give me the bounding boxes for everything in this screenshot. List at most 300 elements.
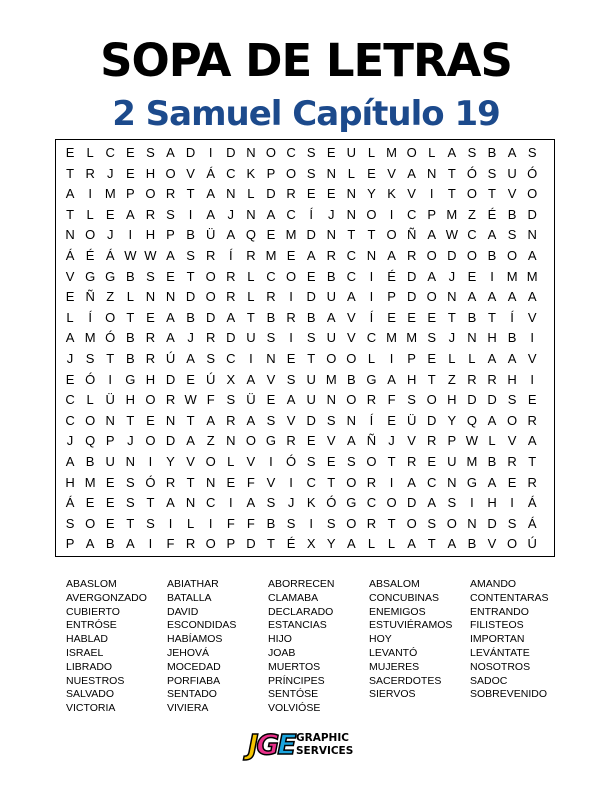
grid-cell[interactable]: H [487, 495, 497, 511]
grid-cell[interactable]: T [246, 309, 255, 325]
grid-cell[interactable]: L [488, 433, 496, 449]
grid-cell[interactable]: Ú [165, 350, 176, 366]
grid-cell[interactable]: É [387, 268, 396, 284]
grid-cell[interactable]: E [146, 412, 155, 428]
grid-cell[interactable]: E [65, 289, 75, 305]
grid-cell[interactable]: O [85, 515, 96, 531]
grid-cell[interactable]: Á [65, 247, 75, 263]
grid-cell[interactable]: S [266, 330, 276, 346]
grid-cell[interactable]: L [186, 515, 195, 531]
grid-cell[interactable]: A [507, 289, 517, 305]
grid-cell[interactable]: É [487, 206, 497, 222]
grid-cell[interactable]: O [205, 268, 216, 284]
grid-cell[interactable]: G [366, 371, 377, 387]
grid-cell[interactable]: T [66, 206, 75, 222]
grid-cell[interactable]: I [128, 227, 133, 243]
grid-cell[interactable]: D [406, 289, 417, 305]
grid-cell[interactable]: D [226, 145, 236, 160]
grid-cell[interactable]: O [265, 145, 277, 160]
grid-cell[interactable]: C [286, 206, 296, 222]
grid-cell[interactable]: S [65, 515, 75, 531]
grid-cell[interactable]: B [125, 330, 135, 346]
grid-cell[interactable]: N [165, 289, 176, 305]
grid-cell[interactable]: Ñ [406, 227, 417, 243]
grid-cell[interactable]: A [166, 145, 175, 160]
grid-cell[interactable]: T [126, 309, 135, 325]
grid-cell[interactable]: O [245, 433, 256, 449]
grid-cell[interactable]: G [85, 268, 96, 284]
grid-cell[interactable]: J [106, 227, 114, 243]
grid-cell[interactable]: N [346, 206, 357, 222]
grid-cell[interactable]: A [487, 412, 497, 428]
grid-cell[interactable]: E [427, 350, 437, 366]
grid-cell[interactable]: A [407, 474, 416, 490]
grid-cell[interactable]: S [306, 453, 316, 469]
grid-cell[interactable]: I [389, 206, 394, 222]
grid-cell[interactable]: I [148, 453, 153, 469]
grid-cell[interactable]: O [85, 227, 96, 243]
grid-cell[interactable]: N [145, 289, 156, 305]
grid-cell[interactable]: S [286, 371, 296, 387]
grid-cell[interactable]: L [247, 289, 255, 305]
grid-cell[interactable]: I [289, 289, 293, 305]
grid-cell[interactable]: O [346, 474, 357, 490]
grid-cell[interactable]: S [447, 495, 457, 511]
grid-cell[interactable]: I [88, 186, 92, 202]
grid-cell[interactable]: E [146, 309, 155, 325]
grid-cell[interactable]: A [407, 536, 416, 552]
grid-cell[interactable]: E [266, 227, 276, 243]
grid-cell[interactable]: D [306, 412, 316, 428]
grid-cell[interactable]: S [347, 453, 356, 469]
grid-cell[interactable]: S [487, 165, 497, 181]
grid-cell[interactable]: R [366, 392, 377, 408]
grid-cell[interactable]: N [246, 206, 256, 222]
grid-cell[interactable]: M [446, 206, 458, 222]
grid-cell[interactable]: N [346, 186, 357, 202]
grid-cell[interactable]: H [145, 227, 156, 243]
grid-cell[interactable]: O [426, 247, 437, 263]
grid-cell[interactable]: E [527, 392, 537, 408]
grid-cell[interactable]: M [386, 330, 397, 346]
grid-cell[interactable]: V [507, 433, 517, 449]
grid-cell[interactable]: S [266, 495, 276, 511]
grid-cell[interactable]: J [328, 206, 335, 222]
grid-cell[interactable]: A [306, 247, 316, 263]
grid-cell[interactable]: Ü [105, 392, 115, 408]
grid-cell[interactable]: S [407, 392, 416, 408]
grid-cell[interactable]: R [286, 186, 296, 202]
grid-cell[interactable]: O [366, 206, 377, 222]
grid-cell[interactable]: E [306, 268, 316, 284]
grid-cell[interactable]: H [65, 474, 75, 490]
grid-cell[interactable]: Á [105, 247, 115, 263]
grid-cell[interactable]: S [166, 206, 175, 222]
grid-cell[interactable]: N [326, 392, 336, 408]
grid-cell[interactable]: Ó [326, 495, 337, 511]
grid-cell[interactable]: B [487, 453, 497, 469]
grid-cell[interactable]: O [346, 350, 357, 366]
grid-cell[interactable]: N [326, 227, 336, 243]
grid-cell[interactable]: R [206, 247, 216, 263]
grid-cell[interactable]: E [125, 145, 135, 160]
grid-cell[interactable]: L [367, 350, 376, 366]
grid-cell[interactable]: R [185, 536, 196, 552]
grid-cell[interactable]: I [148, 536, 153, 552]
grid-cell[interactable]: R [406, 247, 417, 263]
grid-cell[interactable]: E [105, 206, 115, 222]
grid-cell[interactable]: Z [206, 433, 215, 449]
grid-cell[interactable]: I [269, 453, 273, 469]
grid-cell[interactable]: C [65, 392, 75, 408]
grid-cell[interactable]: I [429, 186, 434, 202]
grid-cell[interactable]: U [346, 145, 357, 160]
grid-cell[interactable]: E [105, 495, 115, 511]
grid-cell[interactable]: Ó [286, 453, 297, 469]
grid-cell[interactable]: C [427, 474, 437, 490]
grid-cell[interactable]: P [65, 536, 75, 552]
grid-cell[interactable]: A [487, 289, 497, 305]
grid-cell[interactable]: Í [309, 206, 313, 222]
grid-cell[interactable]: R [206, 330, 216, 346]
grid-cell[interactable]: E [85, 495, 95, 511]
grid-cell[interactable]: O [145, 186, 156, 202]
grid-cell[interactable]: T [447, 309, 456, 325]
grid-cell[interactable]: S [527, 145, 537, 160]
grid-cell[interactable]: A [427, 227, 437, 243]
grid-cell[interactable]: T [387, 515, 396, 531]
grid-cell[interactable]: E [286, 247, 296, 263]
grid-cell[interactable]: M [466, 453, 478, 469]
grid-cell[interactable]: E [427, 453, 437, 469]
grid-cell[interactable]: B [507, 206, 517, 222]
grid-cell[interactable]: R [165, 474, 176, 490]
grid-cell[interactable]: A [266, 206, 276, 222]
grid-cell[interactable]: R [427, 433, 437, 449]
grid-cell[interactable]: B [467, 536, 477, 552]
grid-cell[interactable]: G [105, 268, 116, 284]
grid-cell[interactable]: V [347, 330, 356, 346]
grid-cell[interactable]: K [306, 495, 316, 511]
grid-cell[interactable]: A [487, 350, 497, 366]
grid-cell[interactable]: A [286, 392, 296, 408]
grid-cell[interactable]: Ñ [366, 433, 377, 449]
grid-cell[interactable]: S [146, 515, 155, 531]
grid-cell[interactable]: S [206, 350, 216, 366]
grid-cell[interactable]: F [226, 515, 235, 531]
grid-cell[interactable]: D [427, 412, 437, 428]
grid-cell[interactable]: A [166, 495, 175, 511]
grid-cell[interactable]: C [105, 145, 115, 160]
grid-cell[interactable]: O [507, 536, 518, 552]
grid-cell[interactable]: O [205, 536, 216, 552]
grid-cell[interactable]: Ó [85, 371, 96, 387]
grid-cell[interactable]: X [226, 371, 236, 387]
grid-cell[interactable]: L [227, 453, 235, 469]
grid-cell[interactable]: Ü [406, 412, 417, 428]
grid-cell[interactable]: R [487, 371, 497, 387]
grid-cell[interactable]: D [165, 433, 176, 449]
grid-cell[interactable]: O [346, 515, 357, 531]
grid-cell[interactable]: B [487, 145, 497, 160]
grid-cell[interactable]: U [306, 392, 316, 408]
grid-cell[interactable]: W [184, 392, 197, 408]
grid-cell[interactable]: O [446, 515, 457, 531]
grid-cell[interactable]: O [426, 289, 437, 305]
grid-cell[interactable]: H [406, 371, 417, 387]
grid-cell[interactable]: L [86, 206, 94, 222]
grid-cell[interactable]: V [65, 268, 75, 284]
grid-cell[interactable]: D [185, 145, 196, 160]
grid-cell[interactable]: C [266, 268, 276, 284]
grid-cell[interactable]: J [187, 330, 194, 346]
grid-cell[interactable]: T [447, 165, 456, 181]
grid-cell[interactable]: A [226, 309, 236, 325]
grid-cell[interactable]: V [286, 412, 296, 428]
grid-cell[interactable]: O [366, 453, 377, 469]
grid-cell[interactable]: N [105, 412, 115, 428]
grid-cell[interactable]: A [347, 433, 356, 449]
grid-cell[interactable]: S [306, 145, 316, 160]
grid-cell[interactable]: T [267, 536, 275, 552]
grid-cell[interactable]: S [146, 268, 155, 284]
grid-cell[interactable]: U [447, 453, 457, 469]
grid-cell[interactable]: C [366, 330, 377, 346]
grid-cell[interactable]: E [306, 186, 316, 202]
grid-cell[interactable]: L [428, 145, 436, 160]
grid-cell[interactable]: Z [106, 289, 115, 305]
grid-cell[interactable]: B [347, 371, 356, 387]
grid-cell[interactable]: E [286, 350, 296, 366]
grid-cell[interactable]: V [186, 453, 195, 469]
grid-cell[interactable]: P [226, 536, 236, 552]
grid-cell[interactable]: T [367, 227, 376, 243]
grid-cell[interactable]: T [387, 453, 396, 469]
grid-cell[interactable]: T [186, 474, 195, 490]
grid-cell[interactable]: O [105, 309, 116, 325]
grid-cell[interactable]: P [125, 186, 135, 202]
grid-cell[interactable]: H [145, 165, 156, 181]
grid-cell[interactable]: D [185, 289, 196, 305]
grid-cell[interactable]: S [146, 145, 155, 160]
grid-cell[interactable]: T [488, 186, 496, 202]
grid-cell[interactable]: V [246, 453, 256, 469]
grid-cell[interactable]: Ú [527, 536, 537, 552]
grid-cell[interactable]: F [246, 474, 255, 490]
grid-cell[interactable]: H [507, 371, 517, 387]
grid-cell[interactable]: J [66, 433, 74, 449]
grid-cell[interactable]: L [387, 536, 396, 552]
grid-cell[interactable]: P [407, 350, 416, 366]
grid-cell[interactable]: E [105, 515, 115, 531]
grid-cell[interactable]: J [448, 330, 456, 346]
grid-cell[interactable]: N [185, 495, 196, 511]
grid-cell[interactable]: J [106, 165, 114, 181]
grid-cell[interactable]: T [327, 474, 336, 490]
grid-cell[interactable]: R [165, 392, 176, 408]
grid-cell[interactable]: E [125, 165, 135, 181]
grid-cell[interactable]: F [206, 392, 215, 408]
grid-cell[interactable]: A [246, 495, 256, 511]
grid-cell[interactable]: V [266, 474, 276, 490]
grid-cell[interactable]: T [146, 495, 155, 511]
grid-cell[interactable]: Á [527, 495, 537, 511]
grid-cell[interactable]: S [226, 392, 236, 408]
grid-cell[interactable]: C [406, 206, 417, 222]
grid-cell[interactable]: D [306, 227, 316, 243]
grid-cell[interactable]: P [447, 433, 457, 449]
grid-cell[interactable]: Y [166, 453, 175, 469]
grid-cell[interactable]: W [124, 247, 137, 263]
grid-cell[interactable]: E [387, 412, 396, 428]
grid-cell[interactable]: G [466, 474, 477, 490]
grid-cell[interactable]: I [108, 371, 113, 387]
grid-cell[interactable]: Ñ [85, 289, 95, 305]
grid-cell[interactable]: O [507, 412, 518, 428]
grid-cell[interactable]: E [105, 474, 115, 490]
grid-cell[interactable]: A [246, 371, 256, 387]
grid-cell[interactable]: S [507, 515, 517, 531]
grid-cell[interactable]: O [145, 392, 156, 408]
grid-cell[interactable]: W [465, 433, 479, 449]
grid-cell[interactable]: S [306, 165, 316, 181]
grid-cell[interactable]: A [246, 412, 256, 428]
grid-cell[interactable]: I [389, 350, 394, 366]
grid-cell[interactable]: Ó [105, 330, 116, 346]
grid-cell[interactable]: A [166, 309, 175, 325]
grid-cell[interactable]: R [527, 412, 537, 428]
grid-cell[interactable]: L [367, 145, 376, 160]
grid-cell[interactable]: T [186, 412, 195, 428]
grid-cell[interactable]: R [366, 515, 377, 531]
grid-cell[interactable]: U [326, 330, 336, 346]
grid-cell[interactable]: A [206, 206, 216, 222]
grid-cell[interactable]: N [226, 433, 236, 449]
grid-cell[interactable]: D [467, 392, 477, 408]
grid-cell[interactable]: B [326, 268, 336, 284]
grid-cell[interactable]: N [527, 227, 537, 243]
grid-cell[interactable]: B [186, 309, 195, 325]
grid-cell[interactable]: T [427, 536, 436, 552]
grid-cell[interactable]: O [527, 186, 538, 202]
grid-cell[interactable]: I [490, 268, 494, 284]
grid-cell[interactable]: B [487, 247, 497, 263]
grid-cell[interactable]: Ó [466, 165, 477, 181]
grid-cell[interactable]: I [309, 515, 313, 531]
grid-cell[interactable]: M [285, 227, 297, 243]
grid-cell[interactable]: C [65, 412, 75, 428]
grid-cell[interactable]: S [507, 227, 517, 243]
grid-cell[interactable]: Z [467, 206, 476, 222]
grid-cell[interactable]: E [186, 371, 195, 387]
grid-cell[interactable]: S [326, 515, 336, 531]
grid-cell[interactable]: T [347, 227, 356, 243]
grid-cell[interactable]: A [206, 186, 216, 202]
grid-cell[interactable]: C [286, 145, 296, 160]
grid-cell[interactable]: N [427, 165, 437, 181]
grid-cell[interactable]: N [447, 289, 457, 305]
grid-cell[interactable]: B [507, 330, 517, 346]
grid-cell[interactable]: Z [447, 371, 456, 387]
grid-cell[interactable]: O [286, 165, 297, 181]
grid-cell[interactable]: C [306, 474, 316, 490]
grid-cell[interactable]: L [247, 186, 255, 202]
grid-cell[interactable]: A [387, 371, 396, 387]
grid-cell[interactable]: B [266, 309, 276, 325]
grid-cell[interactable]: A [206, 412, 216, 428]
grid-cell[interactable]: R [266, 289, 276, 305]
grid-cell[interactable]: Q [85, 433, 96, 449]
grid-cell[interactable]: B [306, 309, 316, 325]
grid-cell[interactable]: R [286, 309, 296, 325]
grid-cell[interactable]: T [106, 350, 115, 366]
grid-cell[interactable]: D [447, 247, 457, 263]
grid-cell[interactable]: I [530, 330, 535, 346]
grid-cell[interactable]: M [386, 145, 397, 160]
grid-cell[interactable]: A [527, 247, 537, 263]
grid-cell[interactable]: Á [527, 515, 537, 531]
grid-cell[interactable]: L [468, 350, 476, 366]
grid-cell[interactable]: C [346, 268, 357, 284]
grid-cell[interactable]: D [306, 289, 316, 305]
grid-cell[interactable]: I [530, 371, 535, 387]
grid-cell[interactable]: A [507, 145, 517, 160]
grid-cell[interactable]: W [445, 227, 458, 243]
grid-cell[interactable]: E [367, 165, 376, 181]
grid-cell[interactable]: O [286, 268, 297, 284]
grid-cell[interactable]: T [66, 165, 75, 181]
grid-cell[interactable]: L [367, 536, 376, 552]
grid-cell[interactable]: A [347, 289, 356, 305]
grid-cell[interactable]: E [166, 268, 175, 284]
grid-cell[interactable]: V [507, 186, 517, 202]
grid-cell[interactable]: I [208, 515, 213, 531]
grid-cell[interactable]: Q [466, 412, 477, 428]
grid-cell[interactable]: R [165, 186, 176, 202]
grid-cell[interactable]: T [126, 515, 135, 531]
grid-cell[interactable]: A [226, 227, 236, 243]
grid-cell[interactable]: E [427, 309, 437, 325]
grid-cell[interactable]: T [186, 268, 195, 284]
grid-cell[interactable]: Á [206, 165, 216, 181]
grid-cell[interactable]: L [247, 268, 255, 284]
grid-cell[interactable]: A [447, 145, 457, 160]
grid-cell[interactable]: N [326, 165, 336, 181]
grid-cell[interactable]: A [85, 536, 95, 552]
grid-cell[interactable]: P [105, 433, 115, 449]
grid-cell[interactable]: T [528, 453, 537, 469]
grid-cell[interactable]: B [125, 268, 135, 284]
grid-cell[interactable]: J [127, 433, 134, 449]
grid-cell[interactable]: I [168, 515, 173, 531]
grid-cell[interactable]: U [507, 165, 517, 181]
grid-cell[interactable]: R [527, 474, 537, 490]
grid-cell[interactable]: M [506, 268, 518, 284]
grid-cell[interactable]: V [407, 186, 416, 202]
grid-cell[interactable]: D [226, 330, 236, 346]
grid-cell[interactable]: A [447, 536, 457, 552]
grid-cell[interactable]: C [226, 350, 236, 366]
grid-cell[interactable]: J [388, 433, 395, 449]
grid-cell[interactable]: R [226, 289, 236, 305]
grid-cell[interactable]: E [226, 474, 236, 490]
grid-cell[interactable]: A [166, 330, 175, 346]
grid-cell[interactable]: A [387, 247, 396, 263]
grid-cell[interactable]: O [426, 392, 437, 408]
grid-cell[interactable]: B [186, 227, 195, 243]
grid-cell[interactable]: I [289, 330, 293, 346]
grid-cell[interactable]: M [84, 330, 96, 346]
